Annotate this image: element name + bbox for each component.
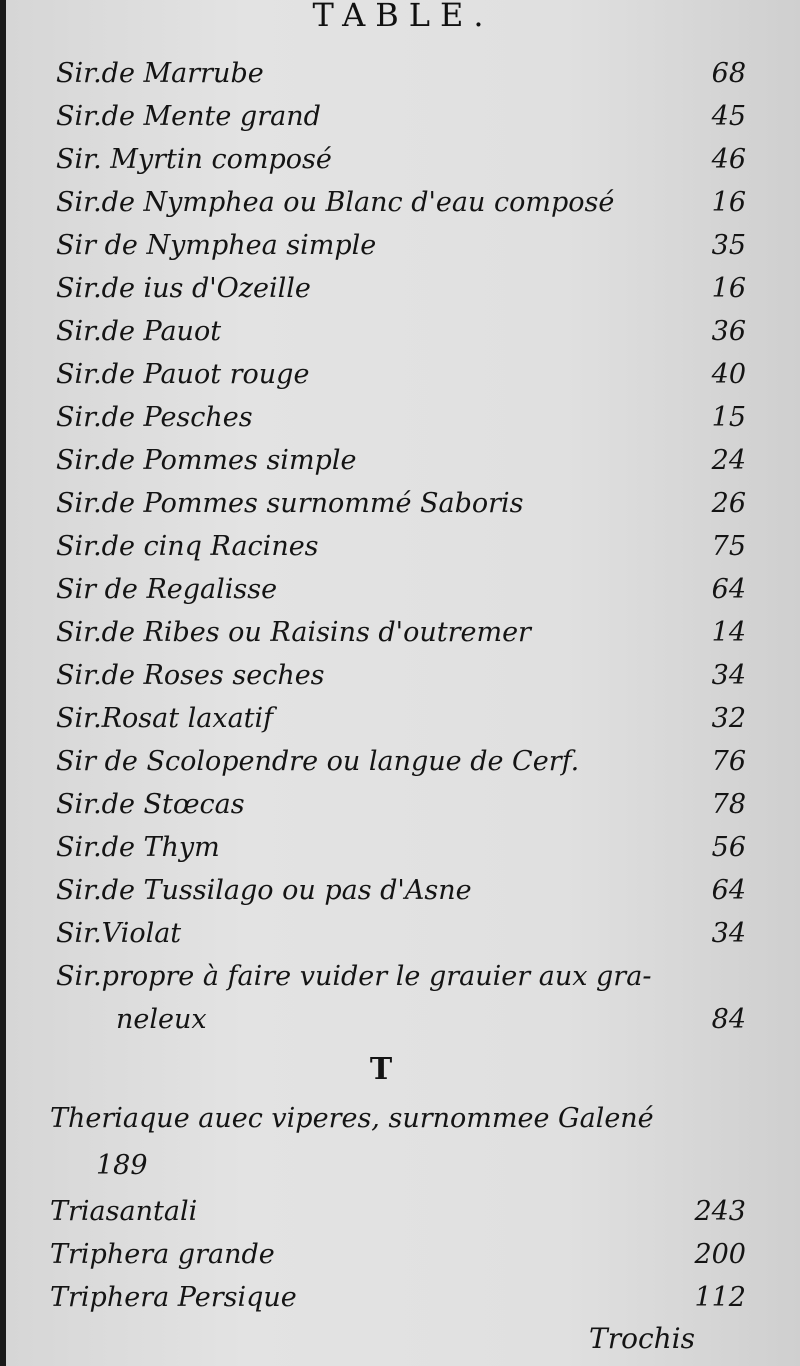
entry-page: 35 <box>711 230 746 261</box>
entry-page: 14 <box>711 617 746 648</box>
index-entry <box>56 144 746 188</box>
index-entry <box>56 746 746 790</box>
index-entry <box>56 789 746 833</box>
book-page <box>6 0 800 1366</box>
entry-label: Sir.propre à faire vuider le grauier aux gra- <box>56 961 652 992</box>
entry-label: Sir.de Thym <box>56 832 220 863</box>
index-entry <box>56 531 746 575</box>
entry-page: 45 <box>711 101 746 132</box>
entry-page-continuation: 189 <box>96 1150 148 1181</box>
index-entry <box>56 187 746 231</box>
entry-label: Sir.de Pauot rouge <box>56 359 310 390</box>
entry-page: 68 <box>711 58 746 89</box>
index-entry <box>56 101 746 145</box>
entry-page: 36 <box>711 316 746 347</box>
entry-label: Sir.de ius d'Ozeille <box>56 273 311 304</box>
entry-page: 16 <box>711 187 746 218</box>
index-entry <box>56 617 746 661</box>
entry-page: 56 <box>711 832 746 863</box>
index-entry <box>56 58 746 102</box>
entry-page: 34 <box>711 918 746 949</box>
entry-page: 243 <box>694 1196 746 1227</box>
entry-label: Sir.de Tussilago ou pas d'Asne <box>56 875 472 906</box>
index-entry <box>56 273 746 317</box>
index-entry-continuation <box>116 1004 746 1048</box>
entry-label: Sir.de Pauot <box>56 316 222 347</box>
entry-page: 24 <box>711 445 746 476</box>
index-entry <box>50 1239 746 1283</box>
entry-label: Sir.de Roses seches <box>56 660 325 691</box>
index-entry <box>50 1103 740 1147</box>
index-entry <box>56 660 746 704</box>
entry-label: Triphera Persique <box>50 1282 297 1313</box>
entry-page: 112 <box>694 1282 746 1313</box>
page-header: TABLE. <box>312 0 494 34</box>
entry-label: Sir de Scolopendre ou langue de Cerf. <box>56 746 580 777</box>
index-entry <box>56 316 746 360</box>
index-entry <box>56 230 746 274</box>
index-entry <box>56 402 746 446</box>
catchword: Trochis <box>589 1322 695 1355</box>
index-entry <box>56 875 746 919</box>
index-entry <box>56 359 746 403</box>
index-entry <box>50 1196 746 1240</box>
entry-label: Sir.de Stœcas <box>56 789 245 820</box>
section-letter: T <box>369 1052 393 1087</box>
entry-label: Sir.de Nymphea ou Blanc d'eau composé <box>56 187 615 218</box>
index-entry <box>56 445 746 489</box>
index-entry <box>56 488 746 532</box>
entry-label: Sir.de Pommes simple <box>56 445 357 476</box>
entry-page: 76 <box>711 746 746 777</box>
entry-page: 200 <box>694 1239 746 1270</box>
entry-page: 32 <box>711 703 746 734</box>
entry-label: Sir.Violat <box>56 918 182 949</box>
entry-label: Sir.de Marrube <box>56 58 264 89</box>
entry-page: 78 <box>711 789 746 820</box>
index-entry <box>56 918 746 962</box>
index-entry <box>56 574 746 618</box>
entry-page: 75 <box>711 531 746 562</box>
entry-page: 46 <box>711 144 746 175</box>
entry-page: 64 <box>711 574 746 605</box>
entry-label: Sir.de Mente grand <box>56 101 321 132</box>
entry-page: 40 <box>711 359 746 390</box>
entry-label: Sir.de cinq Racines <box>56 531 319 562</box>
entry-page: 64 <box>711 875 746 906</box>
entry-label: Sir.Rosat laxatif <box>56 703 274 734</box>
index-entry <box>56 961 746 1005</box>
entry-label: Sir.de Pesches <box>56 402 253 433</box>
entry-label: Sir.de Ribes ou Raisins d'outremer <box>56 617 531 648</box>
index-entry <box>56 832 746 876</box>
entry-page: 34 <box>711 660 746 691</box>
entry-label: Triasantali <box>50 1196 198 1227</box>
entry-page: 26 <box>711 488 746 519</box>
entry-page: 16 <box>711 273 746 304</box>
entry-label: Triphera grande <box>50 1239 275 1270</box>
entry-label: neleux <box>116 1004 207 1035</box>
entry-label: Theriaque auec viperes, surnommee Galené <box>50 1103 654 1134</box>
entry-label: Sir.de Pommes surnommé Saboris <box>56 488 524 519</box>
entry-label: Sir de Nymphea simple <box>56 230 377 261</box>
index-entry <box>56 703 746 747</box>
entry-page: 84 <box>711 1004 746 1035</box>
entry-page: 15 <box>711 402 746 433</box>
entry-label: Sir. Myrtin composé <box>56 144 332 175</box>
index-entry <box>50 1282 746 1326</box>
entry-label: Sir de Regalisse <box>56 574 278 605</box>
